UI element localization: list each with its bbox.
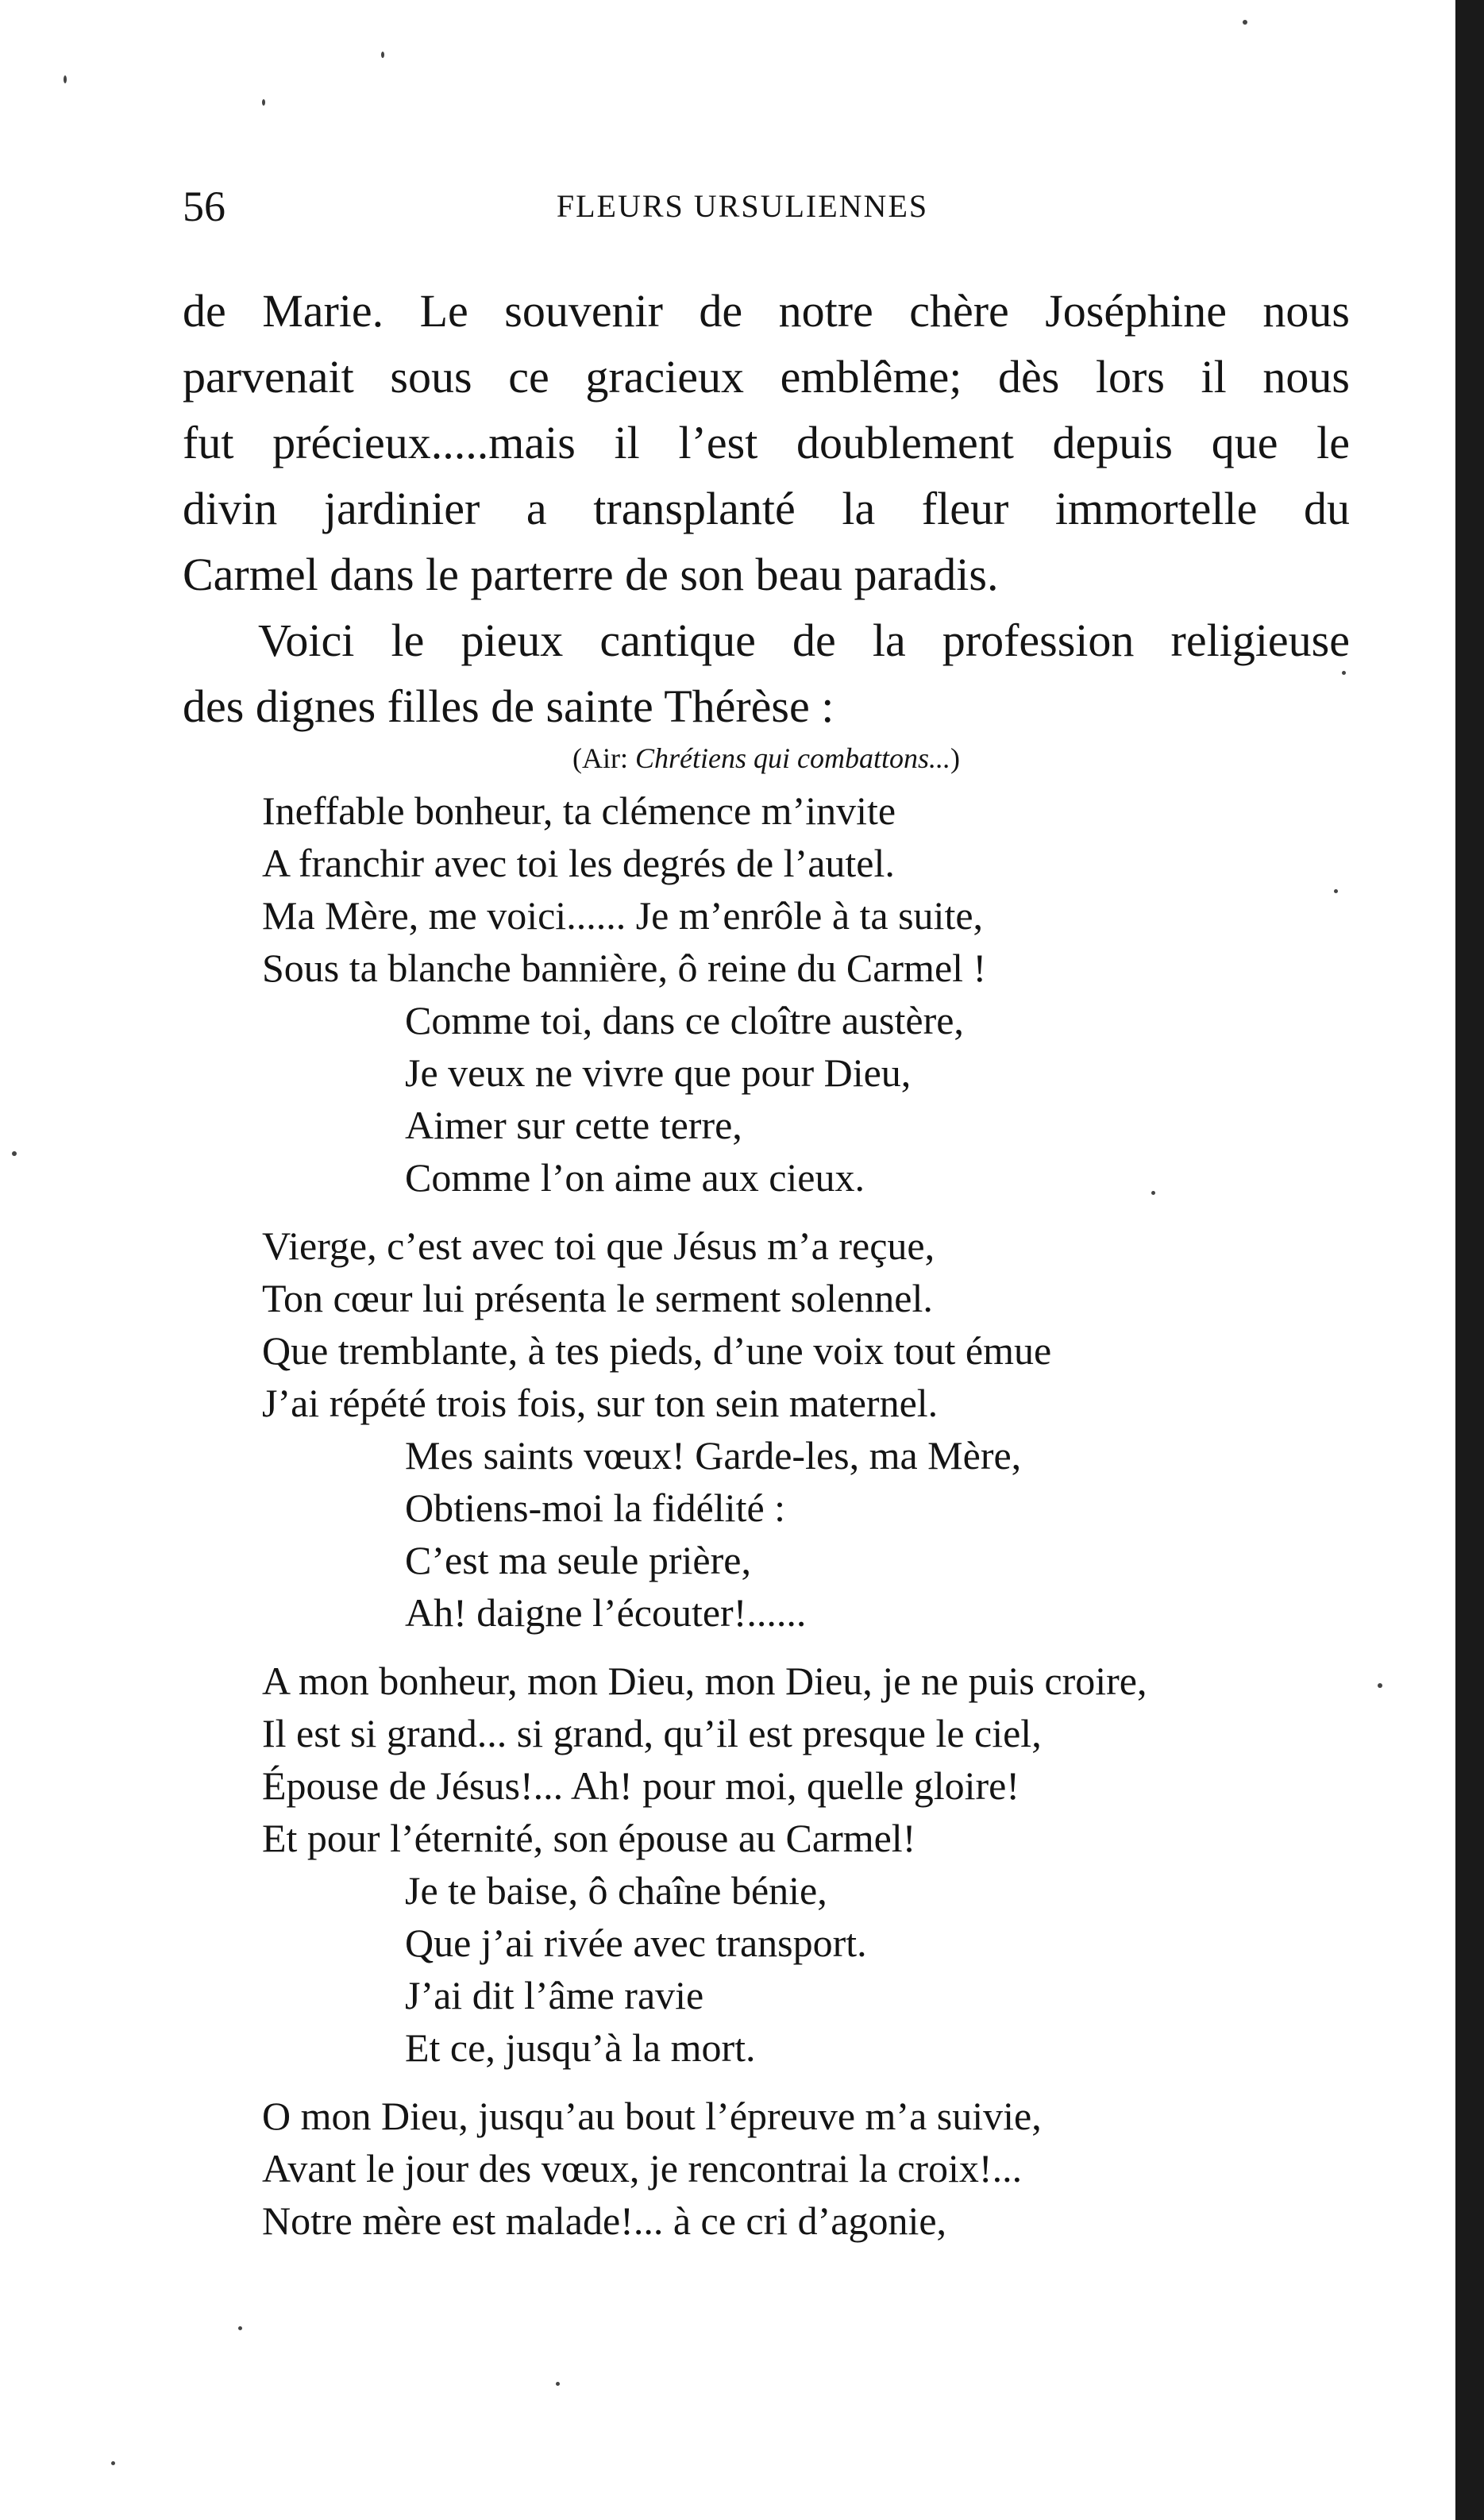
refrain-line: Comme toi, dans ce cloître austère, (405, 998, 964, 1042)
air-prefix: (Air: (572, 742, 628, 774)
prose-line: des dignes filles de sainte Thérèse : (183, 680, 835, 732)
air-suffix: ) (950, 742, 960, 774)
refrain-line: Comme l’on aime aux cieux. (405, 1155, 865, 1200)
verse-line: Ton cœur lui présenta le serment solennel. (262, 1276, 933, 1320)
prose-paragraph-1 (183, 278, 1350, 607)
prose-line: fut précieux.....mais il l’est doublement depuis que le (183, 417, 1350, 468)
verse-line: J’ai répété trois fois, sur ton sein maternel. (262, 1381, 939, 1425)
prose-line: Carmel dans le parterre de son beau paradis. (183, 549, 999, 600)
prose-line: divin jardinier a transplanté la fleur immortelle du (183, 483, 1350, 534)
scan-speck (1334, 889, 1338, 893)
scan-speck (1243, 20, 1247, 25)
prose-line: parvenait sous ce gracieux emblême; dès lors il nous (183, 351, 1350, 403)
scan-speck (1151, 1191, 1155, 1195)
prose-line: Voici le pieux cantique de la profession religieuse (258, 615, 1350, 666)
refrain-line: C’est ma seule prière, (405, 1538, 751, 1582)
verse-line: A mon bonheur, mon Dieu, mon Dieu, je ne puis croire, (262, 1659, 1147, 1703)
scan-speck (238, 2326, 242, 2330)
scan-speck (111, 2461, 115, 2465)
verse-line: Sous ta blanche bannière, ô reine du Carmel ! (262, 946, 987, 990)
scan-speck (1342, 671, 1346, 675)
prose-line: de Marie. Le souvenir de notre chère Joséphine nous (183, 285, 1350, 337)
verse-line: A franchir avec toi les degrés de l’autel. (262, 841, 895, 885)
refrain-line: Obtiens-moi la fidélité : (405, 1485, 786, 1530)
refrain-line: J’ai dit l’âme ravie (405, 1973, 704, 2017)
verse-line: Vierge, c’est avec toi que Jésus m’a reçue, (262, 1223, 935, 1268)
verse-line: Avant le jour des vœux, je rencontrai la croix!... (262, 2146, 1023, 2191)
prose-paragraph-2 (183, 607, 1350, 739)
page-edge-shadow (1455, 0, 1484, 2520)
running-title: FLEURS URSULIENNES (556, 188, 929, 224)
stanza-2 (262, 1220, 1374, 1639)
stanza-3 (262, 1655, 1374, 2074)
verse-line: Ineffable bonheur, ta clémence m’invite (262, 788, 896, 833)
scan-speck (1378, 1683, 1382, 1688)
refrain-line: Ah! daigne l’écouter!...... (405, 1590, 807, 1635)
hymn (262, 784, 1374, 2263)
scan-speck (12, 1151, 17, 1156)
air-title: Chrétiens qui combattons... (635, 742, 950, 774)
refrain-line: Mes saints vœux! Garde-les, ma Mère, (405, 1433, 1022, 1478)
scan-speck (556, 2382, 560, 2386)
scan-speck (64, 75, 67, 83)
verse-line: Et pour l’éternité, son épouse au Carmel! (262, 1816, 916, 1860)
air-indication (183, 738, 1350, 778)
scan-speck (381, 52, 384, 58)
page-header (183, 179, 1302, 234)
scan-speck (262, 99, 265, 106)
refrain-line: Je te baise, ô chaîne bénie, (405, 1868, 827, 1913)
verse-line: Notre mère est malade!... à ce cri d’agonie, (262, 2198, 947, 2243)
verse-line: Épouse de Jésus!... Ah! pour moi, quelle gloire! (262, 1763, 1020, 1808)
refrain-line: Aimer sur cette terre, (405, 1103, 742, 1147)
refrain-line: Et ce, jusqu’à la mort. (405, 2025, 756, 2070)
refrain-line: Je veux ne vivre que pour Dieu, (405, 1050, 912, 1095)
page-number: 56 (183, 183, 225, 230)
verse-line: Que tremblante, à tes pieds, d’une voix tout émue (262, 1328, 1052, 1373)
stanza-1 (262, 784, 1374, 1204)
verse-line: Il est si grand... si grand, qu’il est presque le ciel, (262, 1711, 1042, 1755)
refrain-line: Que j’ai rivée avec transport. (405, 1921, 867, 1965)
stanza-4 (262, 2090, 1374, 2247)
verse-line: Ma Mère, me voici...... Je m’enrôle à ta suite, (262, 893, 984, 938)
verse-line: O mon Dieu, jusqu’au bout l’épreuve m’a suivie, (262, 2094, 1042, 2138)
